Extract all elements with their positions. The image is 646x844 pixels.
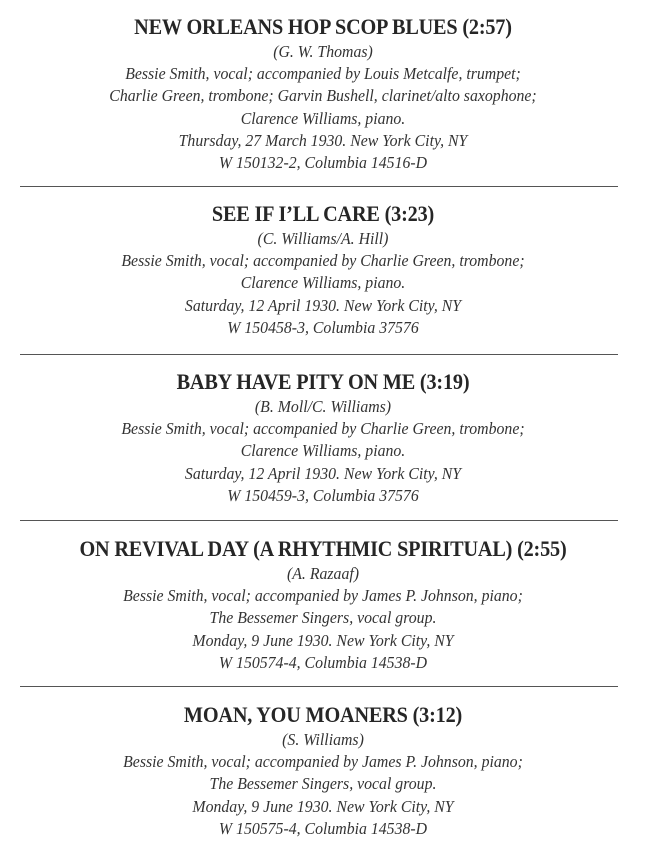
track-entry bbox=[0, 186, 646, 354]
personnel-line: The Bessemer Singers, vocal group. bbox=[209, 608, 437, 628]
track-title: NEW ORLEANS HOP SCOP BLUES (2:57) bbox=[134, 14, 512, 39]
track-entry bbox=[0, 14, 646, 186]
personnel-line: Bessie Smith, vocal; accompanied by James P. Johnson, piano; bbox=[123, 752, 523, 772]
track-entry bbox=[0, 686, 646, 844]
track-composer: (C. Williams/A. Hill) bbox=[257, 229, 389, 248]
section-divider bbox=[20, 520, 618, 521]
personnel-line: Bessie Smith, vocal; accompanied by Louis Metcalfe, trumpet; bbox=[125, 64, 521, 84]
personnel-line: Clarence Williams, piano. bbox=[240, 108, 406, 128]
matrix-number: W 150575-4, Columbia 14538-D bbox=[218, 818, 428, 838]
personnel-line: Bessie Smith, vocal; accompanied by Charlie Green, trombone; bbox=[121, 251, 525, 271]
track-title: MOAN, YOU MOANERS (3:12) bbox=[183, 702, 463, 727]
track-entry bbox=[0, 520, 646, 686]
track-title: SEE IF I’LL CARE (3:23) bbox=[211, 201, 435, 226]
section-divider bbox=[20, 186, 618, 187]
track-title: ON REVIVAL DAY (A RHYTHMIC SPIRITUAL) (2:55) bbox=[79, 536, 567, 561]
personnel-line: Clarence Williams, piano. bbox=[240, 441, 406, 461]
section-divider bbox=[20, 354, 618, 355]
track-entry bbox=[0, 354, 646, 520]
track-composer: (G. W. Thomas) bbox=[273, 42, 373, 61]
matrix-number: W 150458-3, Columbia 37576 bbox=[227, 317, 419, 337]
section-divider bbox=[20, 686, 618, 687]
personnel-line: Charlie Green, trombone; Garvin Bushell, clarinet/alto saxophone; bbox=[109, 86, 537, 106]
personnel-line: Clarence Williams, piano. bbox=[240, 273, 406, 293]
recording-date-place: Saturday, 12 April 1930. New York City, NY bbox=[184, 295, 462, 315]
recording-date-place: Monday, 9 June 1930. New York City, NY bbox=[192, 630, 454, 650]
track-composer: (B. Moll/C. Williams) bbox=[254, 397, 392, 416]
personnel-line: Bessie Smith, vocal; accompanied by Charlie Green, trombone; bbox=[121, 419, 525, 439]
matrix-number: W 150574-4, Columbia 14538-D bbox=[218, 652, 428, 672]
recording-date-place: Thursday, 27 March 1930. New York City, NY bbox=[178, 130, 468, 150]
track-composer: (A. Razaaf) bbox=[286, 564, 360, 583]
track-composer: (S. Williams) bbox=[282, 730, 364, 749]
personnel-line: Bessie Smith, vocal; accompanied by James P. Johnson, piano; bbox=[123, 586, 523, 606]
recording-date-place: Saturday, 12 April 1930. New York City, NY bbox=[184, 463, 462, 483]
matrix-number: W 150132-2, Columbia 14516-D bbox=[218, 153, 428, 173]
recording-date-place: Monday, 9 June 1930. New York City, NY bbox=[192, 796, 454, 816]
track-title: BABY HAVE PITY ON ME (3:19) bbox=[176, 369, 470, 394]
matrix-number: W 150459-3, Columbia 37576 bbox=[227, 485, 419, 505]
personnel-line: The Bessemer Singers, vocal group. bbox=[209, 774, 437, 794]
